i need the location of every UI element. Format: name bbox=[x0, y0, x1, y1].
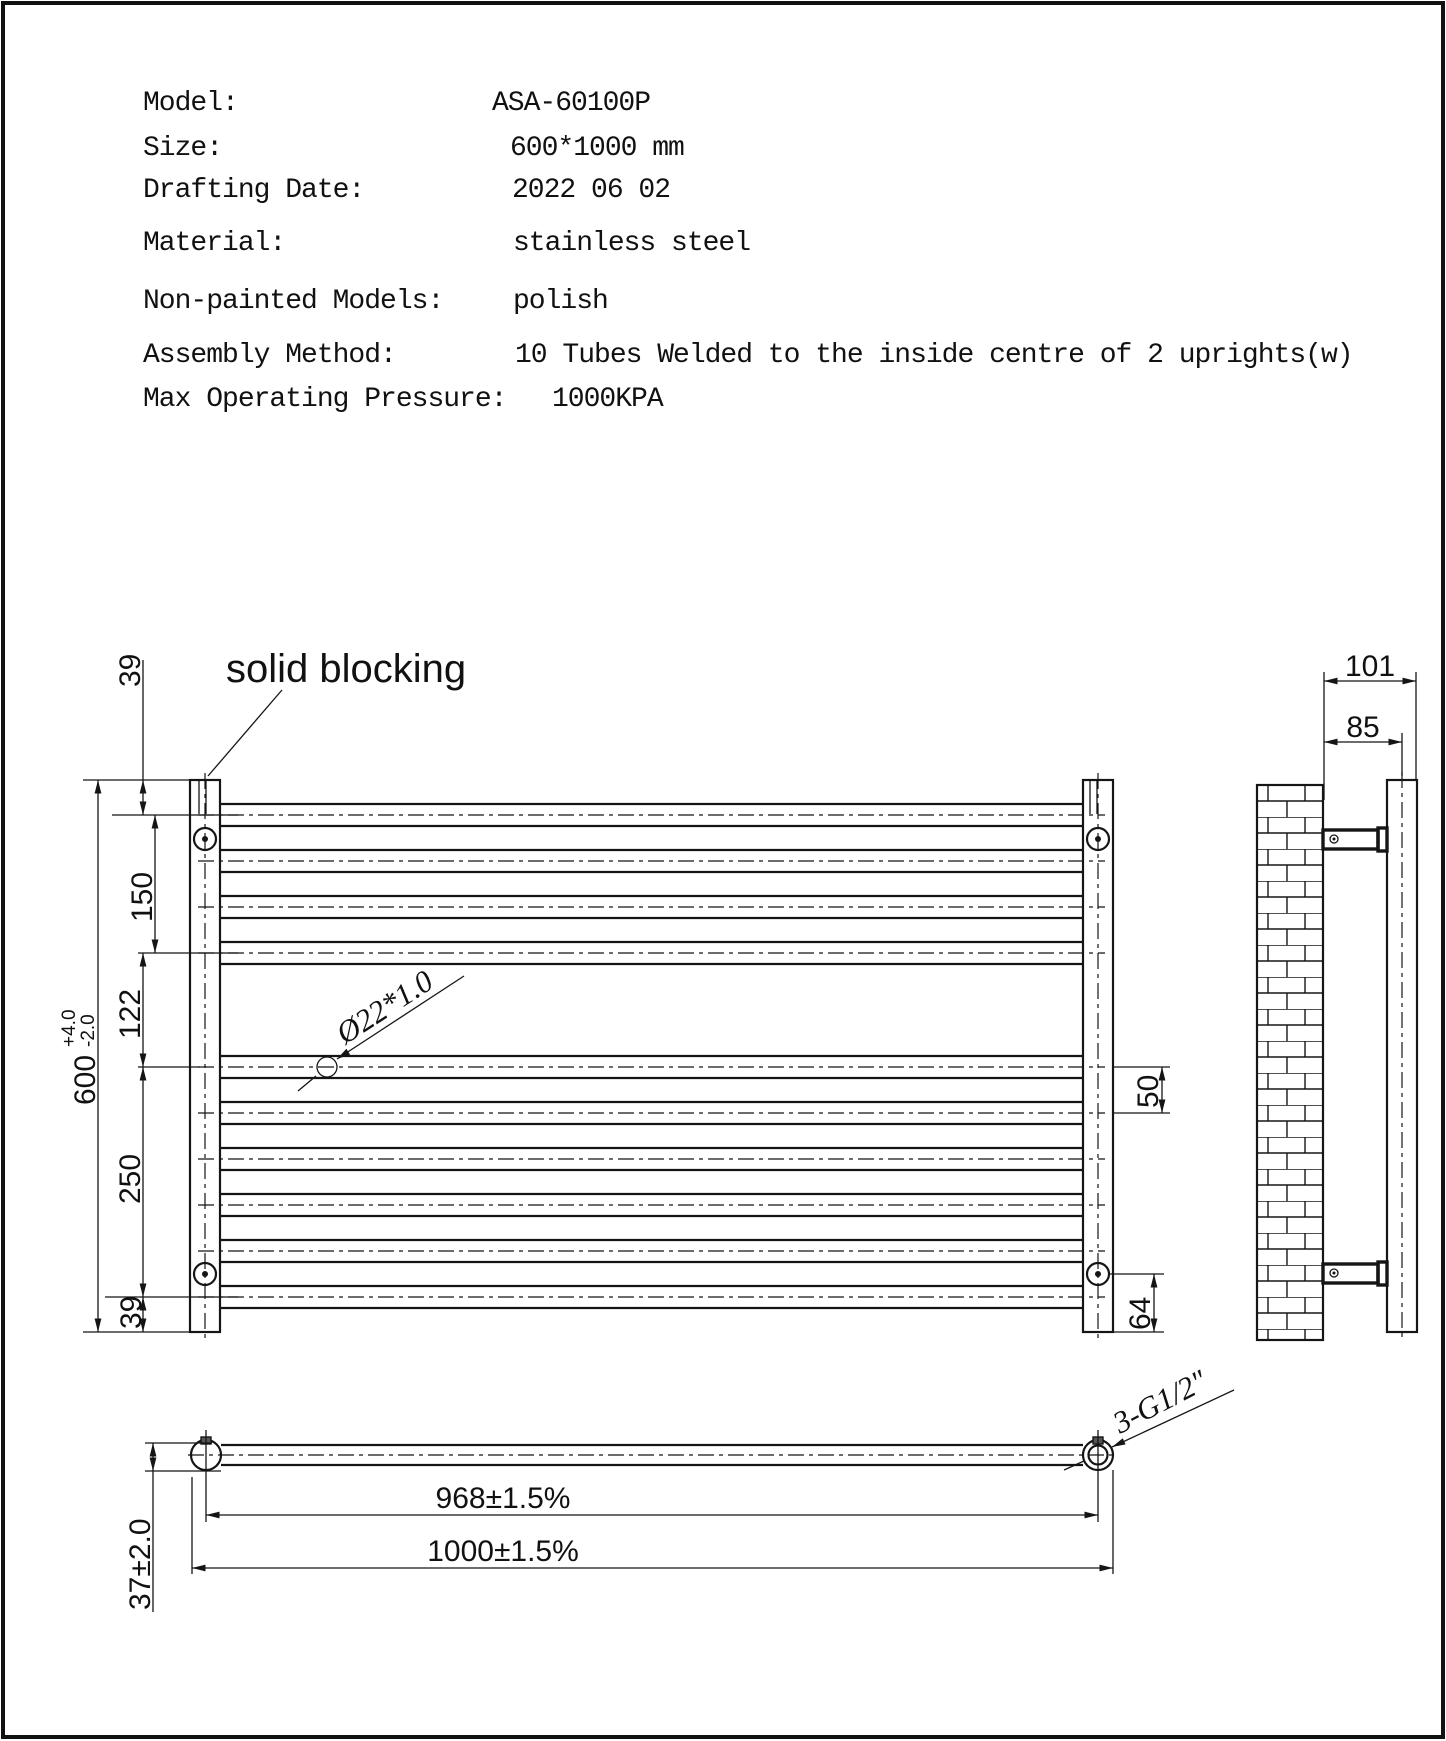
side-bracket-bottom bbox=[1323, 1262, 1387, 1285]
info-label-drafting-date: Drafting Date: bbox=[143, 175, 365, 206]
left-upright bbox=[190, 773, 220, 1339]
tube-8 bbox=[198, 1194, 1105, 1216]
tube-2 bbox=[198, 850, 1105, 872]
dim-top-offset: 39 bbox=[114, 653, 147, 687]
dim-tube-length: 968±1.5% bbox=[435, 1482, 571, 1515]
dim-tube-pitch: 50 bbox=[1132, 1074, 1165, 1108]
info-label-nonpainted: Non-painted Models: bbox=[143, 286, 444, 317]
info-block bbox=[143, 88, 1353, 415]
dim-depth: 37±2.0 bbox=[124, 1518, 157, 1610]
tube-10 bbox=[198, 1286, 1105, 1308]
top-tube bbox=[188, 1445, 1116, 1465]
front-dims-left bbox=[59, 654, 238, 1332]
front-dims-right bbox=[1108, 1067, 1170, 1332]
info-value-material: stainless steel bbox=[513, 228, 751, 259]
info-label-assembly: Assembly Method: bbox=[143, 340, 396, 371]
fitting-label: 3-G1/2" bbox=[1107, 1362, 1213, 1441]
side-upright bbox=[1387, 772, 1417, 1340]
info-value-drafting-date: 2022 06 02 bbox=[512, 175, 671, 206]
solid-blocking-leader bbox=[208, 690, 282, 776]
info-value-assembly: 10 Tubes Welded to the inside centre of 2 uprights(w) bbox=[515, 340, 1353, 371]
dim-depth-overall: 101 bbox=[1344, 650, 1396, 683]
tube-3 bbox=[198, 896, 1105, 918]
info-label-material: Material: bbox=[143, 228, 286, 259]
wall-section bbox=[1257, 785, 1323, 1340]
solid-blocking-label: solid blocking bbox=[226, 647, 467, 691]
top-left-end bbox=[191, 1430, 221, 1483]
info-value-size: 600*1000 mm bbox=[510, 133, 684, 164]
dim-depth-to-center: 85 bbox=[1346, 711, 1380, 744]
tube-9 bbox=[198, 1240, 1105, 1262]
info-value-pressure: 1000KPA bbox=[552, 384, 663, 415]
tube-7 bbox=[198, 1148, 1105, 1170]
dim-height bbox=[59, 1009, 102, 1105]
info-label-model: Model: bbox=[143, 88, 238, 119]
tube-spec-callout bbox=[298, 963, 464, 1091]
svg-text:-2.0: -2.0 bbox=[78, 1014, 99, 1047]
info-label-size: Size: bbox=[143, 133, 223, 164]
side-bracket-top bbox=[1323, 828, 1387, 851]
svg-text:+4.0: +4.0 bbox=[59, 1009, 80, 1047]
info-value-nonpainted: polish bbox=[513, 286, 608, 317]
tube-spec-label: Ø22*1.0 bbox=[329, 962, 440, 1051]
dim-bracket-to-bottom: 64 bbox=[1124, 1296, 1157, 1330]
dim-bottom-group: 250 bbox=[114, 1153, 147, 1204]
front-view bbox=[59, 647, 1170, 1339]
tube-1 bbox=[198, 804, 1105, 826]
side-view bbox=[1257, 650, 1417, 1340]
top-dims bbox=[124, 1443, 1113, 1612]
right-upright bbox=[1083, 773, 1113, 1339]
dim-top-group: 150 bbox=[126, 871, 159, 922]
info-label-pressure: Max Operating Pressure: bbox=[143, 384, 507, 415]
dim-overall-width: 1000±1.5% bbox=[427, 1535, 579, 1568]
info-value-model: ASA-60100P bbox=[492, 88, 651, 119]
dim-mid-gap: 122 bbox=[114, 988, 147, 1039]
tube-6 bbox=[198, 1102, 1105, 1124]
top-view bbox=[124, 1362, 1234, 1612]
tube-4 bbox=[198, 942, 1105, 964]
top-right-end bbox=[1083, 1430, 1113, 1483]
svg-text:600: 600 bbox=[69, 1054, 102, 1105]
dim-bottom-offset: 39 bbox=[115, 1295, 148, 1329]
